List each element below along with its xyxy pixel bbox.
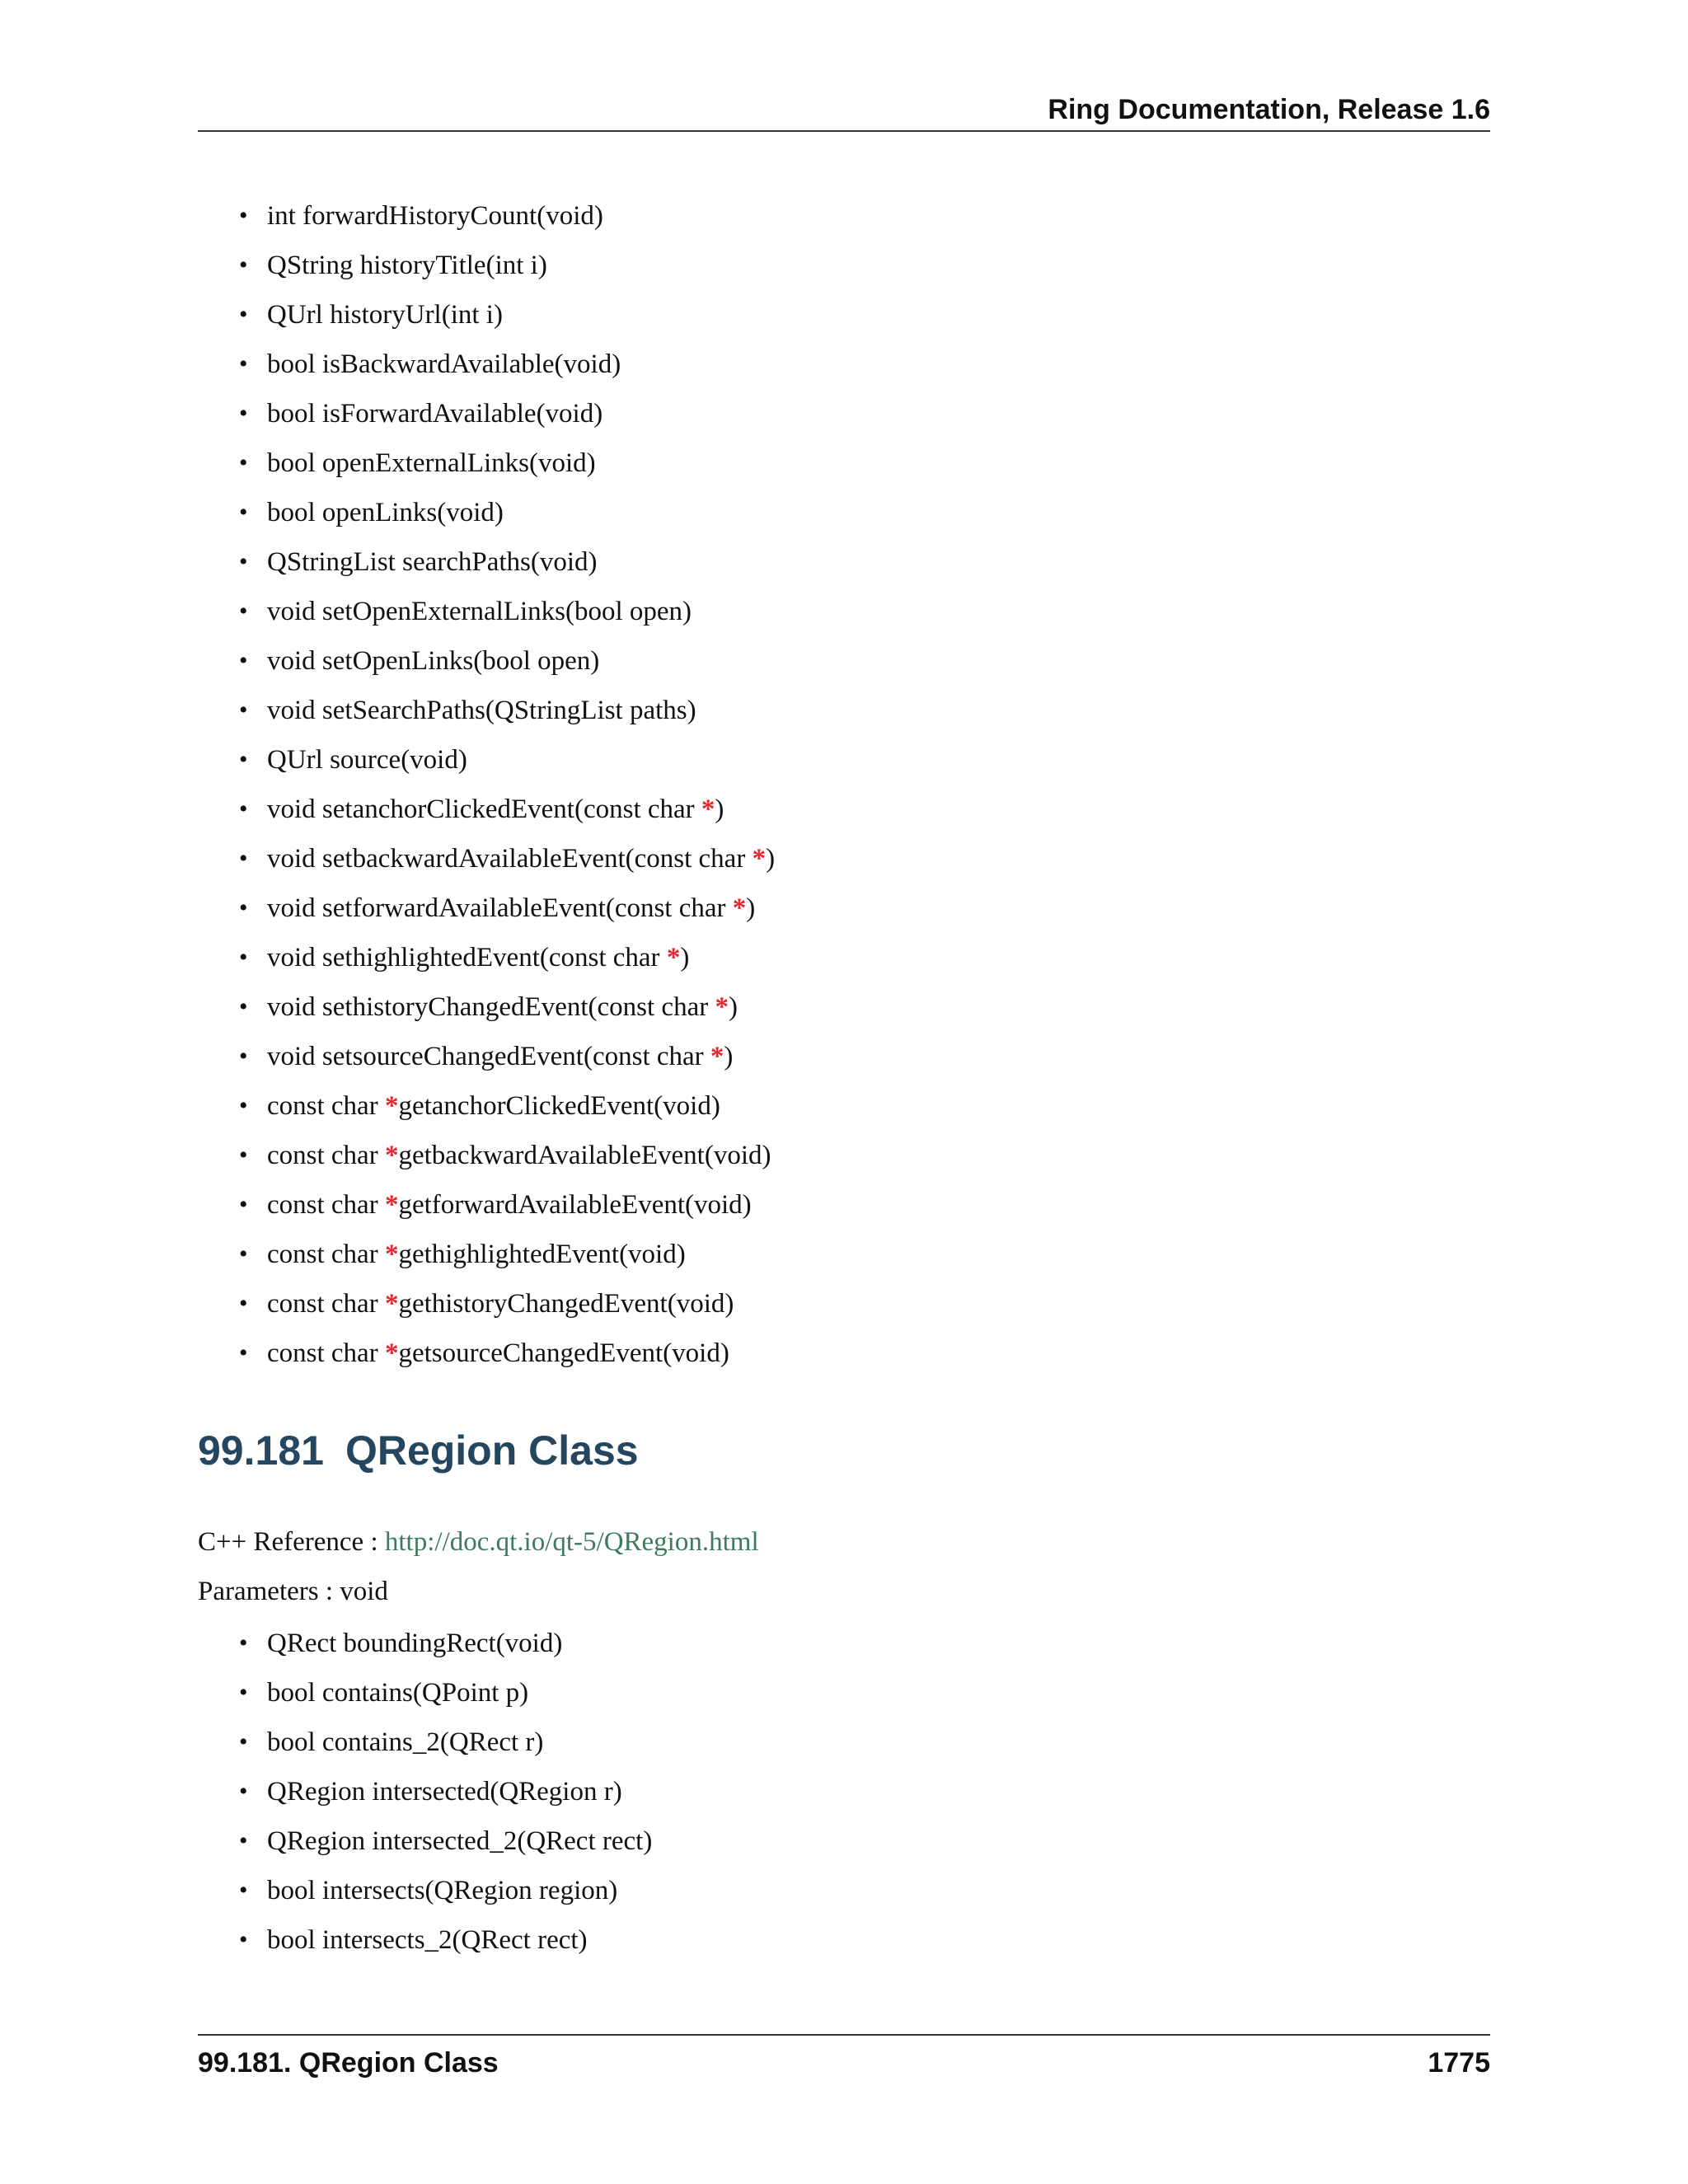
method-signature: const char bbox=[267, 1091, 385, 1121]
method-signature: const char bbox=[267, 1141, 385, 1170]
bullet-icon: • bbox=[239, 1290, 248, 1317]
method-signature-tail: gethighlightedEvent(void) bbox=[398, 1240, 686, 1269]
pointer-asterisk: * bbox=[732, 893, 747, 923]
method-signature: bool openExternalLinks(void) bbox=[267, 448, 596, 478]
method-signature-tail: getanchorClickedEvent(void) bbox=[398, 1091, 720, 1121]
bullet-icon: • bbox=[239, 993, 248, 1020]
pointer-asterisk: * bbox=[384, 1240, 399, 1269]
bullet-icon: • bbox=[239, 301, 248, 328]
list-item bbox=[239, 1230, 775, 1279]
method-signature: void setsourceChangedEvent(const char bbox=[267, 1042, 710, 1071]
bullet-icon: • bbox=[239, 1728, 248, 1755]
list-item bbox=[239, 1081, 775, 1131]
bullet-icon: • bbox=[239, 1827, 248, 1854]
list-item bbox=[239, 1915, 652, 1965]
method-signature-tail: ) bbox=[746, 893, 756, 923]
pointer-asterisk: * bbox=[384, 1091, 399, 1121]
method-signature: bool contains_2(QRect r) bbox=[267, 1727, 544, 1757]
method-signature-tail: ) bbox=[728, 992, 738, 1022]
list-item bbox=[239, 636, 775, 686]
bullet-icon: • bbox=[239, 1092, 248, 1119]
method-signature: void setforwardAvailableEvent(const char bbox=[267, 893, 733, 923]
list-item bbox=[239, 1816, 652, 1866]
page-footer bbox=[198, 2034, 1490, 2083]
list-item bbox=[239, 1131, 775, 1180]
list-item bbox=[239, 1718, 652, 1767]
parameters-line: Parameters : void bbox=[198, 1577, 388, 1606]
method-signature: QStringList searchPaths(void) bbox=[267, 547, 598, 577]
method-signature: const char bbox=[267, 1190, 385, 1220]
pointer-asterisk: * bbox=[715, 992, 729, 1022]
list-item bbox=[239, 1032, 775, 1081]
bullet-icon: • bbox=[239, 400, 248, 427]
list-item bbox=[239, 488, 775, 537]
method-signature-tail: getforwardAvailableEvent(void) bbox=[398, 1190, 752, 1220]
list-item bbox=[239, 834, 775, 883]
method-signature: void setOpenExternalLinks(bool open) bbox=[267, 597, 692, 626]
method-signature-tail: gethistoryChangedEvent(void) bbox=[398, 1289, 734, 1319]
bullet-icon: • bbox=[239, 1629, 248, 1657]
method-signature-tail: ) bbox=[715, 794, 724, 824]
list-item bbox=[239, 933, 775, 982]
method-list-top bbox=[239, 191, 775, 1378]
bullet-icon: • bbox=[239, 944, 248, 971]
pointer-asterisk: * bbox=[710, 1042, 724, 1071]
method-signature: bool contains(QPoint p) bbox=[267, 1678, 529, 1708]
method-signature: QRect boundingRect(void) bbox=[267, 1629, 563, 1658]
method-signature: void setOpenLinks(bool open) bbox=[267, 646, 600, 676]
bullet-icon: • bbox=[239, 350, 248, 377]
method-signature: int forwardHistoryCount(void) bbox=[267, 201, 603, 231]
bullet-icon: • bbox=[239, 746, 248, 773]
method-signature: bool isForwardAvailable(void) bbox=[267, 399, 603, 429]
cpp-reference bbox=[198, 1521, 759, 1563]
section-title-text: QRegion Class bbox=[345, 1427, 639, 1474]
method-signature: void setbackwardAvailableEvent(const char bbox=[267, 844, 753, 874]
reference-label: C++ Reference : bbox=[198, 1527, 385, 1557]
method-signature: void sethighlightedEvent(const char bbox=[267, 943, 667, 972]
list-item bbox=[239, 290, 775, 340]
pointer-asterisk: * bbox=[752, 844, 767, 874]
section-heading bbox=[198, 1424, 639, 1477]
reference-link[interactable]: http://doc.qt.io/qt-5/QRegion.html bbox=[384, 1527, 759, 1557]
list-item bbox=[239, 883, 775, 933]
bullet-icon: • bbox=[239, 1240, 248, 1268]
pointer-asterisk: * bbox=[384, 1141, 399, 1170]
bullet-icon: • bbox=[239, 251, 248, 279]
pointer-asterisk: * bbox=[701, 794, 715, 824]
method-signature: QRegion intersected(QRegion r) bbox=[267, 1777, 622, 1807]
list-item bbox=[239, 241, 775, 290]
page-number: 1775 bbox=[1428, 2047, 1490, 2079]
method-signature: QUrl source(void) bbox=[267, 745, 467, 775]
method-signature-tail: ) bbox=[724, 1042, 734, 1071]
list-item bbox=[239, 587, 775, 636]
method-signature: void sethistoryChangedEvent(const char bbox=[267, 992, 715, 1022]
list-item bbox=[239, 1866, 652, 1915]
bullet-icon: • bbox=[239, 548, 248, 575]
page-header bbox=[198, 89, 1490, 132]
list-item bbox=[239, 438, 775, 488]
method-signature: void setanchorClickedEvent(const char bbox=[267, 794, 701, 824]
method-signature: const char bbox=[267, 1240, 385, 1269]
method-signature: const char bbox=[267, 1289, 385, 1319]
bullet-icon: • bbox=[239, 795, 248, 823]
list-item bbox=[239, 537, 775, 587]
bullet-icon: • bbox=[239, 1926, 248, 1953]
list-item bbox=[239, 1767, 652, 1816]
method-signature: QUrl historyUrl(int i) bbox=[267, 300, 503, 330]
bullet-icon: • bbox=[239, 202, 248, 229]
method-list-bottom bbox=[239, 1619, 652, 1965]
method-signature: void setSearchPaths(QStringList paths) bbox=[267, 696, 696, 725]
method-signature-tail: getbackwardAvailableEvent(void) bbox=[398, 1141, 771, 1170]
method-signature: const char bbox=[267, 1338, 385, 1368]
bullet-icon: • bbox=[239, 894, 248, 921]
pointer-asterisk: * bbox=[666, 943, 681, 972]
bullet-icon: • bbox=[239, 845, 248, 872]
list-item bbox=[239, 1668, 652, 1718]
list-item bbox=[239, 735, 775, 785]
list-item bbox=[239, 340, 775, 389]
footer-section: 99.181. QRegion Class bbox=[198, 2047, 499, 2079]
bullet-icon: • bbox=[239, 1778, 248, 1805]
list-item bbox=[239, 389, 775, 438]
method-signature: QRegion intersected_2(QRect rect) bbox=[267, 1826, 653, 1856]
bullet-icon: • bbox=[239, 598, 248, 625]
bullet-icon: • bbox=[239, 499, 248, 526]
list-item bbox=[239, 982, 775, 1032]
bullet-icon: • bbox=[239, 1877, 248, 1904]
method-signature: bool intersects_2(QRect rect) bbox=[267, 1925, 588, 1955]
pointer-asterisk: * bbox=[384, 1190, 399, 1220]
bullet-icon: • bbox=[239, 1679, 248, 1706]
method-signature: bool isBackwardAvailable(void) bbox=[267, 349, 621, 379]
list-item bbox=[239, 1180, 775, 1230]
bullet-icon: • bbox=[239, 449, 248, 476]
method-signature-tail: ) bbox=[766, 844, 776, 874]
document-title: Ring Documentation, Release 1.6 bbox=[1048, 94, 1490, 125]
list-item bbox=[239, 785, 775, 834]
bullet-icon: • bbox=[239, 647, 248, 674]
bullet-icon: • bbox=[239, 1191, 248, 1218]
pointer-asterisk: * bbox=[384, 1289, 399, 1319]
list-item bbox=[239, 1329, 775, 1378]
method-signature-tail: getsourceChangedEvent(void) bbox=[398, 1338, 729, 1368]
method-signature: bool intersects(QRegion region) bbox=[267, 1876, 618, 1905]
bullet-icon: • bbox=[239, 1339, 248, 1366]
method-signature: QString historyTitle(int i) bbox=[267, 251, 547, 280]
method-signature-tail: ) bbox=[680, 943, 690, 972]
list-item bbox=[239, 1279, 775, 1329]
section-number: 99.181 bbox=[198, 1427, 324, 1474]
bullet-icon: • bbox=[239, 696, 248, 724]
bullet-icon: • bbox=[239, 1043, 248, 1070]
method-signature: bool openLinks(void) bbox=[267, 498, 504, 527]
list-item bbox=[239, 686, 775, 735]
bullet-icon: • bbox=[239, 1141, 248, 1169]
pointer-asterisk: * bbox=[384, 1338, 399, 1368]
list-item bbox=[239, 191, 775, 241]
list-item bbox=[239, 1619, 652, 1668]
